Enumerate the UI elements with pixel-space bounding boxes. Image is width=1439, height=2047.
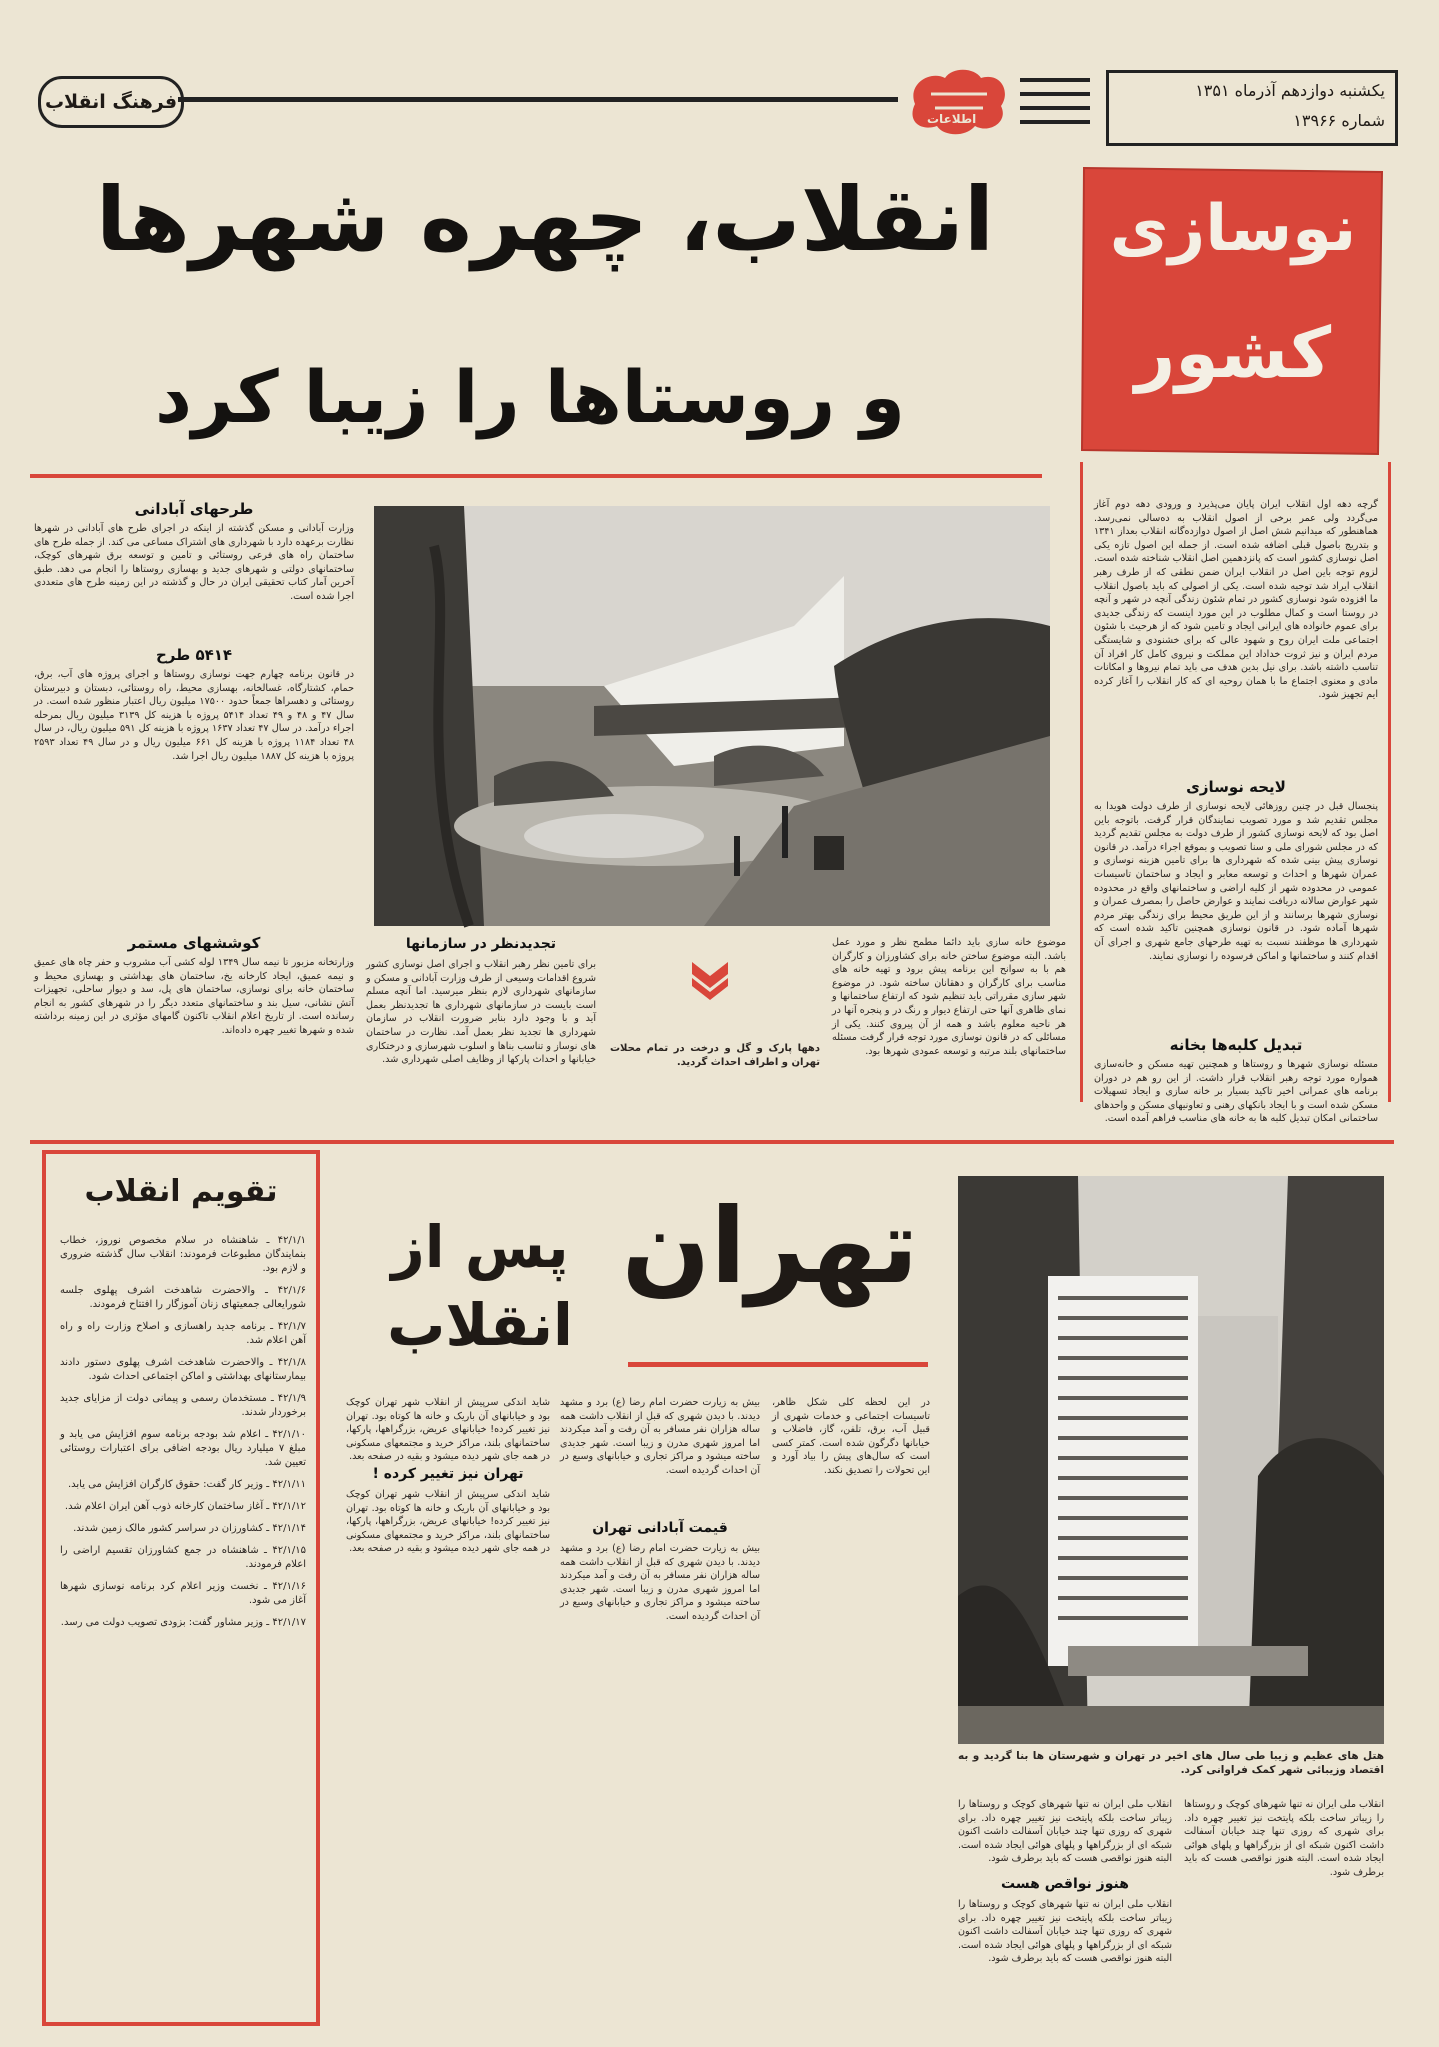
calendar-item: ۴۲/۱/۱۰ ـ اعلام شد بودجه برنامه سوم افزایش می یابد و مبلغ ۷ میلیارد ریال بودجه اضافی برای اعتبارات روستائی تعیین شد. <box>60 1429 306 1468</box>
bill-text: پنجسال قبل در چنین روزهائی لایحه نوسازی از طرف دولت هویدا به مجلس تقدیم شد و مورد تصویب نمایندگان قرار گرفت. باتوجه باین اصل بود که لایحه نوسازی کشور از طرف دولت به مجلس تقدیم گردید که در مجلس شورای ملی و سنا تصویب و بموقع اجراء درآمد. در قانون نوسازی پیش بینی شده که شهرداری ها برای تامین هزینه نوسازی و عمران شهرها و احداث و توسعه معابر و ایجاد و ساختمان تاسیسات عمومی در محدوده شهر از کلیه اراضی و ساختمانهای واقع در محدوده شهر عوارض سالانه دریافت نمایند و عوارض حاصل را بمصرف عمران و نوسازی شهرها برسانند و از این طریق محیط برای زندگی بهتر مردم شهرها آماده شود. در قانون نوسازی همچنین تاکید شده است که شهرداری ها موظفند نسبت به تهیه طرحهای جامع شهری و اجرای آن اقدام کنند و ساختمانها و اماکن فرسوده را نوسازی نمایند. <box>1094 801 1378 962</box>
calendar-item: ۴۲/۱/۱۵ ـ شاهنشاه در جمع کشاورزان تقسیم اراضی را اعلام فرمودند. <box>60 1545 306 1570</box>
issue-date: یکشنبه دوازدهم آذرماه ۱۳۵۱ <box>1195 81 1385 100</box>
hotel-photo-drawing <box>958 1176 1384 1744</box>
calendar-item: ۴۲/۱/۶ ـ والاحضرت شاهدخت اشرف پهلوی جلسه شورایعالی جمعیتهای زنان آموزگار را افتتاح فرمودند. <box>60 1285 306 1310</box>
calendar-item: ۴۲/۱/۱۱ ـ وزیر کار گفت: حقوق کارگران افزایش می یابد. <box>67 1479 306 1490</box>
schemes-heading: ۵۴۱۴ طرح <box>155 646 233 664</box>
calendar-item: ۴۲/۱/۹ ـ مستخدمان رسمی و پیمانی دولت از مزایای جدید برخوردار شدند. <box>60 1393 306 1418</box>
banner-box <box>1078 162 1388 462</box>
main-headline-line2: و روستاها را زیبا کرد <box>154 355 906 439</box>
efforts-heading: کوششهای مستمر <box>127 934 261 952</box>
right-frame-left <box>1080 462 1083 1102</box>
calendar-item: ۴۲/۱/۱۶ ـ نخست وزیر اعلام کرد برنامه نوسازی شهرها آغاز می شود. <box>60 1581 306 1606</box>
swap-text: مسئله نوسازی شهرها و روستاها و همچنین تهیه مسکن و خانه‌سازی همواره مورد توجه رهبر انقلاب قرار داشت. از این رو هم در دوران برنامه های عمرانی اخیر تاکید بسیار بر خانه سازی و ایجاد تسهیلات مسکن شده است و با ایجاد بانکهای رهنی و تعاونیهای مسکن و واحدهای ساختمانی امکان تبدیل کلبه ها به خانه های مناسب فراهم آمده است. <box>1094 1059 1378 1125</box>
calendar-box <box>42 1150 320 2026</box>
hotel-photo <box>958 1176 1384 1744</box>
headline-rule <box>30 474 1042 478</box>
photo-caption-top: دهها پارک و گل و درخت در تمام محلات تهران و اطراف احداث گردید. <box>610 1043 820 1068</box>
newspaper-logo <box>905 64 1013 138</box>
logo-text: اطلاعات <box>927 112 977 126</box>
date-box <box>1106 70 1398 146</box>
park-photo-drawing <box>374 506 1050 926</box>
calendar-item: ۴۲/۱/۱ ـ شاهنشاه در سلام مخصوص نوروز، خطاب بنمایندگان مطبوعات فرمودند: انقلاب سال گذشته ضروری و لازم بود. <box>60 1235 306 1274</box>
tehran-col-5-cont: انقلاب ملی ایران نه تنها شهرهای کوچک و روستاها را زیباتر ساخت بلکه پایتخت نیز تغییر چهره داد. برای شهری که روزی تنها چند خیابان آسفالت داشت اکنون شبکه ای از بزرگراهها و پلهای هوائی ایجاد شده است. البته هنوز نواقصی هست که باید برطرف شود. <box>958 1899 1172 1965</box>
masthead-rule <box>178 97 898 102</box>
tehran-col-1: بیش به زیارت حضرت امام رضا (ع) برد و مشهد دیدند. با دیدن شهری که قبل از انقلاب داشت همه ساله هزاران نفر مسافر به آن رفت و آمد میکردند اما امروز شهری مدرن و زیبا است. شهر جدیدی ساخته میشود و مراکز تجاری و خیابانهای وسیع در آن احداث گردیده است. <box>560 1397 760 1476</box>
swap-heading: تبدیل کلبه‌ها بخانه <box>1169 1036 1303 1054</box>
park-photo <box>374 506 1050 926</box>
hotel-caption: هتل های عظیم و زیبا طی سال های اخیر در تهران و شهرستان ها بنا گردید و به اقتصاد وزیبائی شهر کمک فراوانی کرد. <box>958 1750 1384 1776</box>
tehran-changed-heading: تهران نیز تغییر کرده ! <box>372 1466 524 1482</box>
calendar-list <box>60 1234 306 2014</box>
tehran-subtitle-2: انقلاب <box>387 1291 573 1359</box>
intro-text: گرچه دهه اول انقلاب ایران پایان می‌پذیرد و ورودی دهه دوم آغاز می‌گردد ولی عمر برخی از اصول انقلاب به ده‌سالی نمی‌رسد. هماهنطور که میدانیم شش اصل از اصول دوازده‌گانه انقلاب بعداز ۱۳۴۱ و بتدریج باصول قبلی اضافه شده است. از جمله این اصول تازه یکی اصل نوسازی کشور است که پانزدهمین اصل انقلاب شناخته شده است. لزوم توجه باین اصل در انقلاب ایران ضمن نطقی که از طرف رهبر انقلاب ایراد شد توجیه شده است. یکی از اصولی که باید باصول انقلاب ما افزوده شود نوسازی کشور در تمام شئون زندگی آنچه در شهر و آنچه در روستا است و کمال مطلوب در این مورد اینست که زندگی جدیدی برای عموم خانواده های ایرانی ایجاد و تامین شود که از هرحیث با شئون اجتماعی ملت ایران روح و شهود عالی که برای خشنودی و شایستگی مردم ایران و نیز ثروت خداداد این مملکت و نیروی کامل کار افراد آن تناسب داشته باشد. برای نیل بدین هدف می باید تمام نیروها و امکانات مادی و معنوی اجتماع ما با همان روحیه ای که کار انقلاب را آغاز کرده ایم تجهیز شود. <box>1094 499 1378 701</box>
logo-stripes <box>1020 74 1090 134</box>
main-headline-line1: انقلاب، چهره شهرها <box>95 168 995 271</box>
tehran-col-2-cont: شاید اندکی سرپیش از انقلاب شهر تهران کوچک بود و خیابانهای آن باریک و خانه ها کوتاه بود. تهران نیز تغییر کرده! خیابانهای عریض، بزرگراهها، پارکها، ساختمانهای بلند، مراکز خرید و مجتمعهای مسکونی در همه جای شهر دیده میشود و بقیه در صفحه بعد. <box>346 1489 550 1555</box>
tehran-col-4: انقلاب ملی ایران نه تنها شهرهای کوچک و روستاها را زیباتر ساخت بلکه پایتخت نیز تغییر چهره داد. برای شهری که روزی تنها چند خیابان آسفالت داشت اکنون شبکه ای از بزرگراهها و پلهای هوائی ایجاد شده است. البته هنوز نواقصی هست که باید برطرف شود. <box>1184 1799 1384 1878</box>
issue-number: شماره ۱۳۹۶۶ <box>1293 111 1385 130</box>
plans-heading: طرحهای آبادانی <box>134 500 254 518</box>
tehran-col-1-cont: بیش به زیارت حضرت امام رضا (ع) برد و مشهد دیدند. با دیدن شهری که قبل از انقلاب داشت همه ساله هزاران نفر مسافر به آن رفت و آمد میکردند اما امروز شهری مدرن و زیبا است. شهر جدیدی ساخته میشود و مراکز تجاری و خیابانهای وسیع در آن احداث گردیده است. <box>560 1543 760 1622</box>
flaws-heading: هنوز نواقص هست <box>1001 1876 1129 1892</box>
review-heading: تجدیدنظر در سازمانها <box>405 936 557 952</box>
calendar-item: ۴۲/۱/۷ ـ برنامه جدید راهسازی و اصلاح وزارت راه و راه آهن اعلام شد. <box>60 1321 306 1346</box>
tehran-col-5: انقلاب ملی ایران نه تنها شهرهای کوچک و روستاها را زیباتر ساخت بلکه پایتخت نیز تغییر چهره داد. برای شهری که روزی تنها چند خیابان آسفالت داشت اکنون شبکه ای از بزرگراهها و پلهای هوائی ایجاد شده است. البته هنوز نواقصی هست که باید برطرف شود. <box>958 1799 1172 1865</box>
banner-line1: نوسازی <box>1109 192 1357 266</box>
plans-text: وزارت آبادانی و مسکن گذشته از اینکه در اجرای طرح های آبادانی در شهرها نظارت برعهده دارد با شهرداری های اشتراک مساعی می کند. از جمله طرح های ساختمان راه های فرعی روستائی و تامین و توسعه برق شهرهای کوچک، ساختمانهای دولتی و شهرهای جدید و بهسازی روستاها را انجام می دهد. طبق آخرین آمار کتاب تحقیقی ایران در حال و گذشته در این زمینه طرح های متعددی اجرا شده است. <box>34 523 354 602</box>
right-frame-right <box>1388 462 1391 1102</box>
efforts-text: وزارتخانه مزبور تا نیمه سال ۱۳۴۹ لوله کشی آب مشروب و حفر چاه های عمیق و نیمه عمیق، ایجاد کارخانه یخ، ساختمان های بهداشتی و بهسازی محیط و ساختمان خانه برای نوسازی، ساختمان های پل، سد و دیوار ساحلی، تجهیزات آتش نشانی، سیل بند و ساختمانهای متعدد دیگر را در شهرهای کشور به انجام رسانده است. از تاریخ اعلام انقلاب تاکنون گامهای مؤثری در این زمینه برداشته شده و شهرها تغییر چهره داده‌اند. <box>34 957 354 1036</box>
schemes-text: در قانون برنامه چهارم جهت نوسازی روستاها و اجرای پروژه های آب، برق، حمام، کشتارگاه، غسالخانه، بهسازی محیط، راه روستائی، دبستان و دبیرستان روستائی و دهسراها جمعاً حدود ۱۷۵۰۰ میلیون ریال اعتبار منظور شده است. در سال ۴۷ و ۴۸ و ۴۹ تعداد ۵۴۱۴ پروژه با هزینه کل ۳۱۳۹ میلیون ریال بمرحله اجراء درآمد. در سال ۴۷ تعداد ۱۶۳۷ پروژه با هزینه کل ۵۹۱ میلیون ریال، در سال ۴۸ تعداد ۱۱۸۴ پروژه با هزینه کل ۶۶۱ میلیون ریال و در سال ۴۹ تعداد ۲۵۹۳ پروژه با هزینه کل ۱۸۸۷ میلیون ریال اجرا شد. <box>34 669 355 762</box>
tehran-col-3: در این لحظه کلی شکل ظاهر، تاسیسات اجتماعی و خدمات شهری از قبیل آب، برق، تلفن، گاز، فاضلاب و خیابانها دگرگون شده است. کمتر کسی است که سال‌های پیش را بیاد آورد و این تحولات را تصدیق نکند. <box>772 1397 930 1476</box>
chevron-down-icon <box>688 956 732 1000</box>
bill-heading: لایحه نوسازی <box>1186 778 1286 796</box>
section-label: فرهنگ انقلاب <box>44 91 178 113</box>
tehran-subtitle-1: پس از <box>391 1213 569 1281</box>
bottom-frame-top <box>30 1140 1394 1144</box>
tehran-title: تهران <box>621 1185 919 1307</box>
banner-line2: کشور <box>1134 312 1332 394</box>
calendar-item: ۴۲/۱/۱۲ ـ آغاز ساختمان کارخانه ذوب آهن ایران اعلام شد. <box>64 1501 306 1512</box>
section-label-frame <box>38 76 184 128</box>
calendar-item: ۴۲/۱/۱۴ ـ کشاورزان در سراسر کشور مالک زمین شدند. <box>73 1523 306 1534</box>
middle-text: موضوع خانه سازی باید دائما مطمح نظر و مورد عمل باشد. البته موضوع ساختن خانه برای کشاورزان و کارگران هم با به سوانح این برنامه پیش برود و تهیه خانه های مناسب برای کارگران و دهقانان ساخته شود. در موضوع شهر سازی مقرراتی باید تنظیم شود که ارتفاع ساختمانها و نمای ظاهری آنها حتی ارتفاع دیوار و رنگ در و پنجره آنها در هر ناحیه معلوم باشد و همه از آن پیروی کنند. یکی از مسائلی که در قانون نوسازی مورد توجه قرار گرفت مسئله ساختمانهای بلند مرتبه و توسعه عمودی شهرها بود. <box>832 937 1066 1057</box>
tehran-col-2: شاید اندکی سرپیش از انقلاب شهر تهران کوچک بود و خیابانهای آن باریک و خانه ها کوتاه بود. تهران نیز تغییر کرده! خیابانهای عریض، بزرگراهها، پارکها، ساختمانهای بلند، مراکز خرید و مجتمعهای مسکونی در همه جای شهر دیده میشود و بقیه در صفحه بعد. <box>346 1397 550 1463</box>
calendar-item: ۴۲/۱/۱۷ ـ وزیر مشاور گفت: بزودی تصویب دولت می رسد. <box>60 1617 306 1628</box>
tehran-title-rule <box>628 1362 928 1367</box>
calendar-item: ۴۲/۱/۸ ـ والاحضرت شاهدخت اشرف پهلوی دستور دادند بیمارستانهای بهداشتی و اماکن اجتماعی احداث شود. <box>60 1357 306 1382</box>
calendar-title: تقویم انقلاب <box>84 1174 278 1209</box>
price-heading: قیمت آبادانی تهران <box>592 1520 728 1536</box>
review-text: برای تامین نظر رهبر انقلاب و اجرای اصل نوسازی کشور شروع اقدامات وسیعی از طرف وزارت آبادانی و مسکن و سازمانهای شهرداری لازم بنظر میرسید. اما آنچه مسلم است بایست در سازمانهای شهرداری ها تجدیدنظر بعمل آید و با وجود دارد بنابر ضرورت انقلاب در سازمان شهرداری ها تجدید نظر بعمل آمد. نظارت در ساختمان های نوساز و تناسب بناها و اسلوب شهرسازی و درختکاری خیابانها و احداث پارکها از وظایف اصلی شهرداری شد. <box>366 959 596 1066</box>
